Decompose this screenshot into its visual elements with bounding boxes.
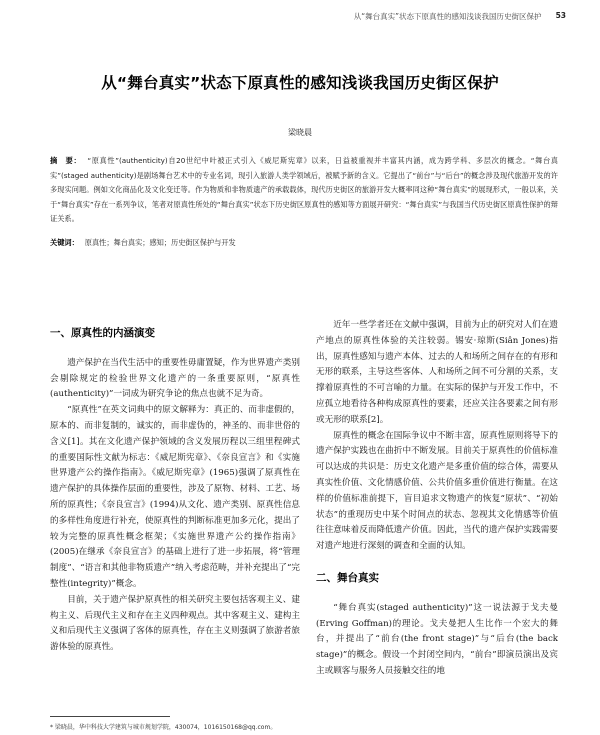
body-paragraph: 原真性的概念在国际争议中不断丰富，原真性原则将导下的遗产保护实践也在曲折中不断发展。目前关于原真性的价值标准可以达成的共识是：历史文化遗产是多重价值的综合体，需要从真实性价值、文化情感价值、公共价值多重价值进行衡量。在这样的价值标准前提下，盲目追求文物遗产的恢复“原状”、“初始状态”的重现历史中某个时间点的状态、忽视其文化情感等价值往往意味着反而降低遗产价值。因此，当代的遗产保护实践需要对遗产地进行深刻的调查和全面的认知。 [316, 430, 558, 552]
body-paragraph: 遗产保护在当代生活中的重要性毋庸置疑，作为世界遗产类别会剔除规定的检验世界文化遗产的一条重要原则，“原真性(authenticity)”一词成为研究争论的焦点也就不足为奇。 [50, 357, 300, 400]
abstract-text: “原真性”(authenticity)自20世纪中叶被正式引入《威尼斯宪章》以来，日益被重视并丰富其内涵，成为跨学科、多层次的概念。“舞台真实”(staged authenticity)是剧场舞台艺术中的专业名词，现引入旅游人类学领域后，被赋予新的含义。它提出了“前台”与“后台”的概念涉及现代旅游开发的许多现实问题。例如文化商品化及文化变迁等。作为物质和非物质遗产的承载载体，现代历史街区的旅游开发大概率同这种“舞台真实”的展现形式，一般以来，关于“舞台真实”存在一系列争议，笔者对原真性所处的“舞台真实”状态下历史街区原真性的感知等方面展开研究：“舞台真实”与我国当代历史街区原真性保护的辩证关系。 [50, 156, 558, 223]
keywords [50, 236, 558, 250]
right-column [316, 318, 558, 680]
running-header [354, 11, 566, 22]
page-number: 53 [555, 11, 566, 20]
abstract-label: 摘 要： [50, 156, 82, 165]
section-heading-1: 一、原真性的内涵演变 [50, 327, 155, 339]
body-paragraph: 近年一些学者还在文献中强调，目前为止的研究对人们在遗产地点的原真性体验的关注较弱。锡安·琼斯(Siân Jones)指出，原真性感知与遗产本体、过去的人和场所之间存在的有形和无形的联系，主导这些客体、人和场所之间不可分割的关系，支撑着原真性的不可言喻的力量。在实际的保护与开发工作中，不应孤立地看待各种构成原真性的要素，还应关注各要素之间有形或无形的联系[2]。 [316, 320, 558, 425]
section-heading-2: 二、舞台真实 [316, 571, 379, 584]
body-paragraph: “原真性”在英文词典中的原文解释为：真正的、而非虚假的，原本的、而非复制的，诚实的，而非虚伪的，神圣的、而非世俗的含义[1]。其在文化遗产保护领域的含义发展历程以三组里程碑式的重要国际性文献为标志：《威尼斯宪章》、《奈良宣言》和《实施世界遗产公约操作指南》。《威尼斯宪章》(1965)强调了原真性在遗产保护的具体操作层面的重要性，涉及了原物、材料、工艺、场所的原真性；《奈良宣言》(1994)从文化、遗产类别、原真性信息的多样性角度进行补充，使原真性的判断标准更加多元化，提出了较为完整的原真性概念框架；《实施世界遗产公约操作指南》(2005)在继承《奈良宣言》的基础上进行了进一步拓展，将“管理制度”、“语言和其他非物质遗产”纳入考虑范畴，并补充提出了“完整性(integrity)”概念。 [50, 405, 300, 589]
keywords-text: 原真性；舞台真实；感知；历史街区保护与开发 [84, 238, 236, 247]
abstract [50, 154, 558, 227]
keywords-label: 关键词： [50, 238, 79, 247]
left-column [50, 326, 300, 656]
running-title: 从“舞台真实”状态下原真性的感知浅谈我国历史街区保护 [353, 12, 542, 21]
footnote: * 梁晓晨，华中科技大学建筑与城市规划学院，430074，1016150168@qq.com。 [50, 724, 277, 731]
author-name: 梁晓晨 [288, 128, 312, 137]
article-title: 从“舞台真实”状态下原真性的感知浅谈我国历史街区保护 [101, 74, 499, 92]
body-paragraph: “舞台真实(staged authenticity)”这一说法源于戈夫曼(Erving Goffman)的理论。戈夫曼把人生比作一个宏大的舞台，并提出了“前台(the front stage)”与“后台(the back stage)”的概念。假设一个封闭空间内，“前台”即演员演出及宾主或顾客与服务人员接触交往的地 [316, 602, 558, 676]
body-paragraph: 目前，关于遗产保护原真性的相关研究主要包括客观主义、建构主义、后现代主义和存在主义四种观点。其中客观主义、建构主义和后现代主义强调了客体的原真性，存在主义则强调了旅游者旅游体验的原真性。 [50, 594, 300, 653]
footnote-divider [50, 716, 170, 717]
